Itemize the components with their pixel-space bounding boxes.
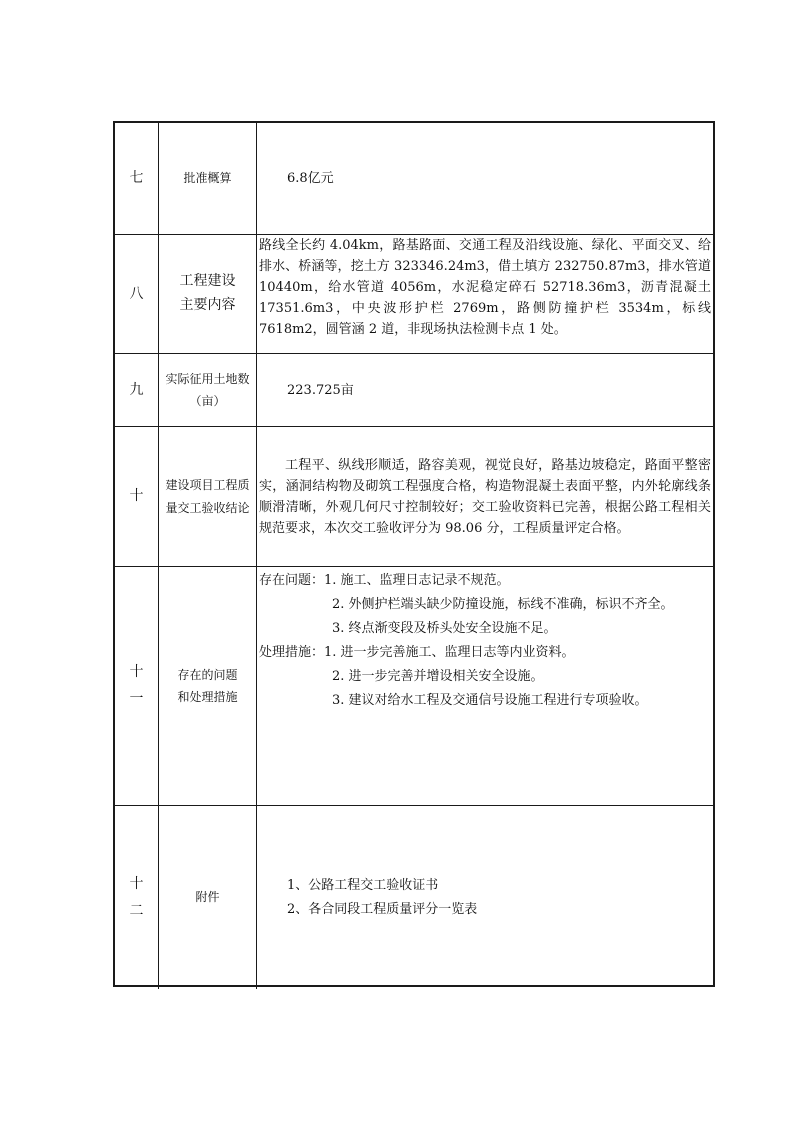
row-content: [257, 427, 713, 566]
row-number-line: 一: [129, 691, 144, 707]
row-label-line: 和处理措施: [177, 690, 238, 704]
table-row-attachments: [115, 806, 713, 989]
row-number: 九: [115, 354, 159, 426]
row-label-line: 工程建设: [179, 273, 236, 290]
row-label: [159, 427, 257, 566]
row-label-line: 实际征用土地数: [165, 371, 250, 386]
row-content: [257, 354, 713, 426]
row-label-line: 量交工验收结论: [165, 500, 250, 515]
table-row-quality-conclusion: [115, 427, 713, 567]
row-number: 八: [115, 235, 159, 353]
row-content: [257, 235, 713, 353]
measures-section: [259, 641, 711, 665]
row-number: 七: [115, 123, 159, 234]
row-label: [159, 567, 257, 805]
attachment-item: 1、公路工程交工验收证书: [287, 877, 439, 893]
row-label-line: 主要内容: [179, 297, 236, 313]
land-area-value: 223.725亩: [287, 382, 354, 398]
problem-item: 3. 终点渐变段及桥头处安全设施不足。: [332, 621, 557, 636]
row-label: 批准概算: [159, 123, 257, 234]
row-content: [257, 123, 713, 234]
row-number-line: 十: [129, 664, 144, 681]
row-label: 附件: [159, 806, 257, 989]
row-number: [115, 806, 159, 989]
table-row-land-acquired: [115, 354, 713, 427]
acceptance-form-table: [113, 121, 715, 987]
row-number-line: 十: [129, 875, 144, 892]
row-label-line: 建设项目工程质: [165, 478, 250, 493]
row-number: 十: [115, 427, 159, 566]
problem-item: 2. 外侧护栏端头缺少防撞设施，标线不准确，标识不齐全。: [332, 597, 674, 612]
quality-conclusion-text: 工程平、纵线形顺适，路容美观，视觉良好，路基边坡稳定，路面平整密实，涵洞结构物及砌筑工程强度合格，构造物混凝土表面平整，内外轮廓线条顺滑清晰，外观几何尺寸控制较好；交工验收资料已完善，根据公路工程相关规范要求，本次交工验收评分为 98.06 分，工程质量评定合格。: [259, 457, 711, 536]
measure-item: 2. 进一步完善并增设相关安全设施。: [332, 669, 544, 684]
problems-title: 存在问题：: [259, 573, 325, 588]
problem-item: 1. 施工、监理日志记录不规范。: [324, 573, 510, 588]
row-content: [257, 567, 713, 805]
attachment-item: 2、各合同段工程质量评分一览表: [287, 901, 478, 917]
table-row-main-construction: [115, 235, 713, 354]
row-label-line: 存在的问题: [177, 667, 238, 682]
table-row-approved-budget: [115, 123, 713, 235]
row-number: [115, 567, 159, 805]
row-label-line: （亩）: [189, 394, 226, 408]
approved-budget-value: 6.8亿元: [287, 171, 334, 186]
construction-content-text: 路线全长约 4.04km，路基路面、交通工程及沿线设施、绿化、平面交叉、给排水、桥涵等，挖土方 323346.24m3，借土填方 232750.87m3，排水管道 10440m，给水管道 4056m，水泥稳定碎石 52718.36m3，沥青混凝土 17351.6m3，中央波形护栏 2769m，路侧防撞护栏 3534m，标线 7618m2，圆管涵 2 道，非现场执法检测卡点 1 处。: [259, 238, 711, 337]
row-content: [257, 806, 713, 989]
row-label: [159, 354, 257, 426]
row-label: [159, 235, 257, 353]
problems-section: [259, 569, 711, 593]
measure-item: 1. 进一步完善施工、监理日志等内业资料。: [324, 645, 575, 660]
table-row-issues-measures: [115, 567, 713, 806]
row-number-line: 二: [129, 902, 144, 919]
measure-item: 3. 建议对给水工程及交通信号设施工程进行专项验收。: [332, 693, 648, 708]
measures-title: 处理措施：: [259, 645, 325, 660]
